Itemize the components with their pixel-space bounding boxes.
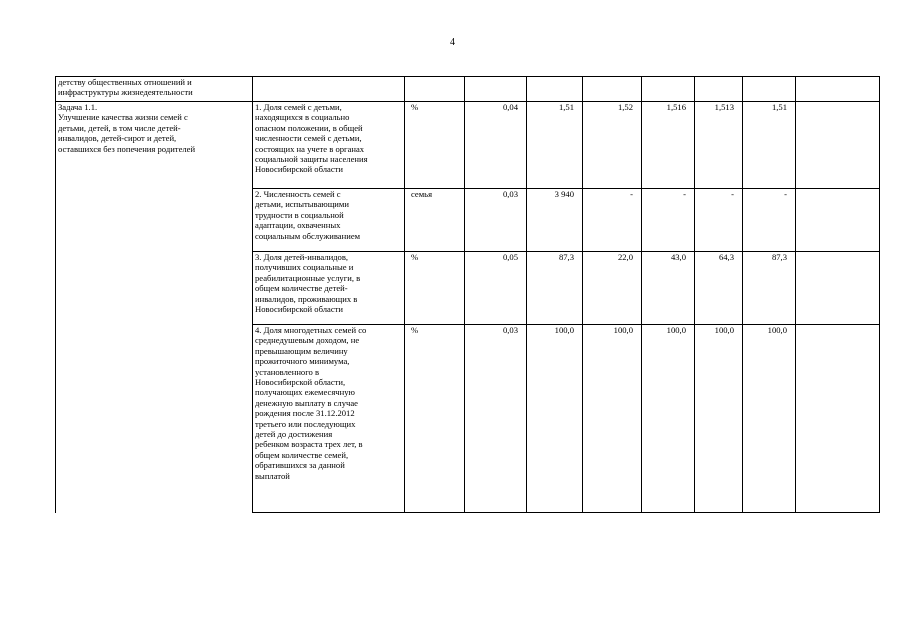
page-number: 4 [450,37,455,48]
value-cell: 1,516 [642,102,695,189]
value-cell: - [642,189,695,252]
value-cell: 22,0 [583,252,642,325]
indicator-cell: 2. Численность семей с детьми, испытывающими трудности в социальной адаптации, охваченных социальным обслуживанием [253,189,405,252]
empty-cell [642,77,695,102]
value-cell: 43,0 [642,252,695,325]
value-cell: 3 940 [527,189,583,252]
value-cell: 100,0 [743,325,796,513]
indicator-cell: 4. Доля многодетных семей со среднедушевым доходом, не превышающим величину прожиточного минимума, установленного в Новосибирской области, получающих ежемесячную денежную выплату в случае рождения после 31.12.2012 третьего или последующих детей до достижения ребенком возраста трех лет, в общем количестве семей, обратившихся за данной выплатой [253,325,405,513]
value-cell: 87,3 [743,252,796,325]
indicator-cell: 1. Доля семей с детьми, находящихся в социально опасном положении, в общей численности семей с детьми, состоящих на учете в органах социальной защиты населения Новосибирской области [253,102,405,189]
value-cell: - [583,189,642,252]
weight-cell: 0,03 [465,189,527,252]
empty-cell [796,252,880,325]
empty-cell [405,77,465,102]
empty-cell [695,77,743,102]
empty-cell [796,77,880,102]
value-cell: - [743,189,796,252]
empty-cell [796,189,880,252]
unit-cell: семья [405,189,465,252]
task-cell: Задача 1.1. Улучшение качества жизни семей с детьми, детей, в том числе детей- инвалидов, детей-сирот и детей, оставшихся без попечения родителей [56,102,253,513]
value-cell: 64,3 [695,252,743,325]
empty-cell [796,325,880,513]
table-row-continuation [56,77,880,102]
empty-cell [743,77,796,102]
indicator-cell: 3. Доля детей-инвалидов, получивших социальные и реабилитационные услуги, в общем количестве детей- инвалидов, проживающих в Новосибирской области [253,252,405,325]
table-row [56,102,880,189]
indicators-table [55,76,880,513]
value-cell: - [695,189,743,252]
value-cell: 100,0 [642,325,695,513]
weight-cell: 0,03 [465,325,527,513]
empty-cell [465,77,527,102]
unit-cell: % [405,252,465,325]
weight-cell: 0,05 [465,252,527,325]
empty-cell [527,77,583,102]
value-cell: 100,0 [527,325,583,513]
task-cell-continuation: детству общественных отношений и инфраструктуры жизнедеятельности [56,77,253,102]
value-cell: 87,3 [527,252,583,325]
value-cell: 1,51 [743,102,796,189]
empty-cell [583,77,642,102]
unit-cell: % [405,102,465,189]
empty-cell [796,102,880,189]
value-cell: 100,0 [695,325,743,513]
value-cell: 1,52 [583,102,642,189]
weight-cell: 0,04 [465,102,527,189]
value-cell: 100,0 [583,325,642,513]
value-cell: 1,51 [527,102,583,189]
value-cell: 1,513 [695,102,743,189]
unit-cell: % [405,325,465,513]
empty-cell [253,77,405,102]
